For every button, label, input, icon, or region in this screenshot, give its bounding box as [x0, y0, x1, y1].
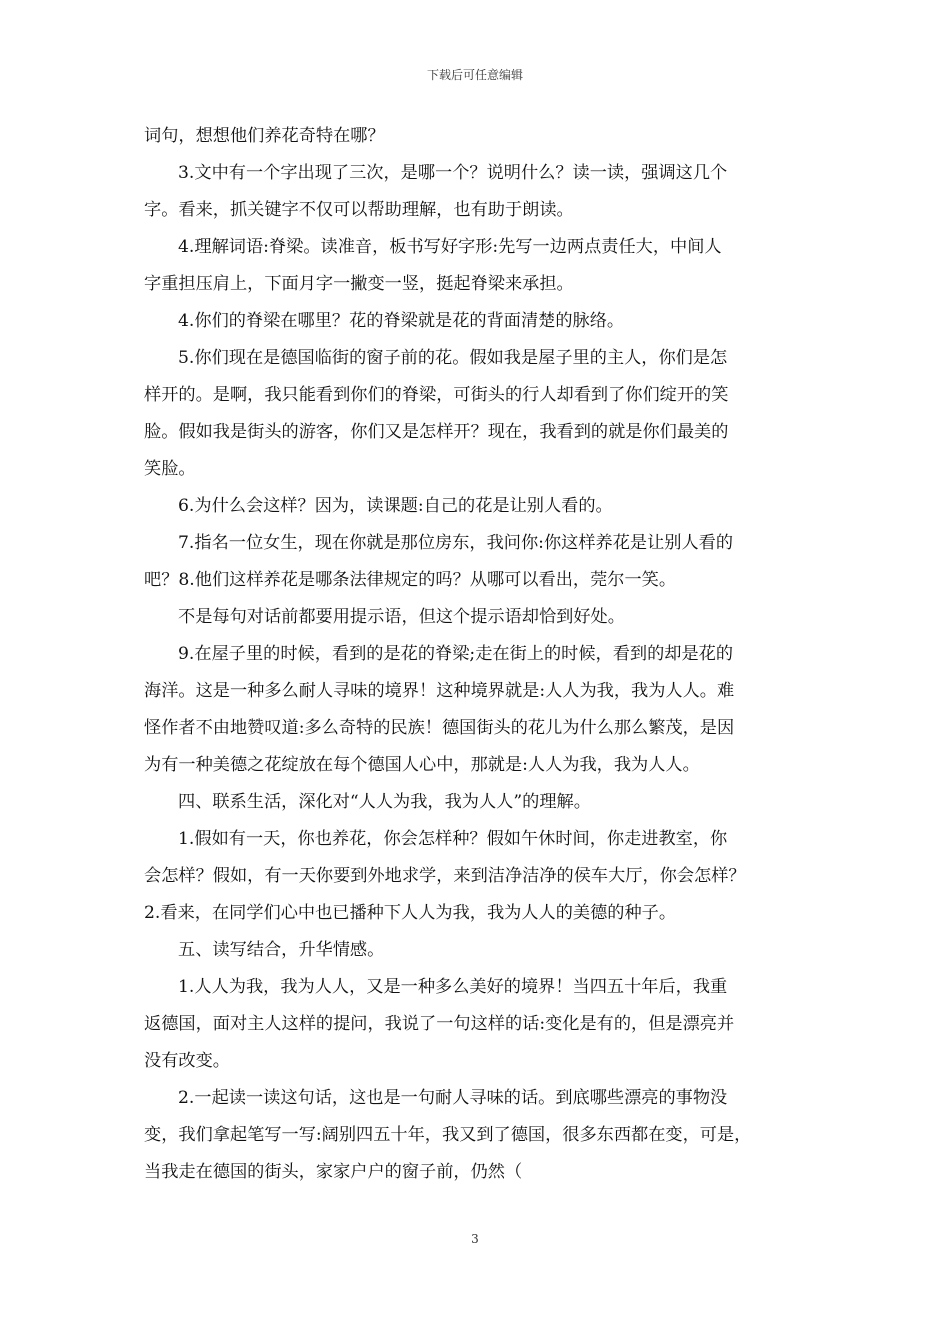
text-line: 3.文中有一个字出现了三次，是哪一个？说明什么？读一读，强调这几个 [178, 163, 728, 183]
text-line: 6.为什么会这样？因为，读课题:自己的花是让别人看的。 [178, 496, 613, 516]
text-line: 7.指名一位女生，现在你就是那位房东，我问你:你这样养花是让别人看的 [178, 533, 734, 553]
text-line: 当我走在德国的街头，家家户户的窗子前，仍然（ [144, 1162, 523, 1182]
text-line: 5.你们现在是德国临街的窗子前的花。假如我是屋子里的主人，你们是怎 [178, 348, 728, 368]
text-line: 没有改变。 [144, 1051, 230, 1071]
text-line: 字。看来，抓关键字不仅可以帮助理解，也有助于朗读。 [144, 200, 574, 220]
text-line: 字重担压肩上，下面月字一撇变一竖，挺起脊梁来承担。 [144, 274, 574, 294]
text-line: 样开的。是啊，我只能看到你们的脊梁，可街头的行人却看到了你们绽开的笑 [144, 385, 729, 405]
text-line: 词句，想想他们养花奇特在哪？ [144, 126, 385, 146]
text-line: 9.在屋子里的时候，看到的是花的脊梁;走在街上的时候，看到的却是花的 [178, 644, 734, 664]
document-body [144, 118, 810, 1191]
text-line: 五、读写结合，升华情感。 [178, 940, 385, 960]
page-header: 下载后可任意编辑 [426, 68, 523, 82]
text-line: 怪作者不由地赞叹道:多么奇特的民族！德国街头的花儿为什么那么繁茂，是因 [144, 718, 735, 738]
text-line: 脸。假如我是街头的游客，你们又是怎样开？现在，我看到的就是你们最美的 [144, 422, 729, 442]
text-line: 变，我们拿起笔写一写:阔别四五十年，我又到了德国，很多东西都在变，可是， [144, 1125, 752, 1145]
page-number: 3 [471, 1232, 479, 1246]
text-line: 笑脸。 [144, 459, 196, 479]
text-line: 不是每句对话前都要用提示语，但这个提示语却恰到好处。 [178, 607, 625, 627]
text-line: 吧？8.他们这样养花是哪条法律规定的吗？从哪可以看出，莞尔一笑。 [144, 570, 677, 590]
text-line: 海洋。这是一种多么耐人寻味的境界！这种境界就是:人人为我，我为人人。难 [144, 681, 735, 701]
text-line: 2.看来，在同学们心中也已播种下人人为我，我为人人的美德的种子。 [144, 903, 677, 923]
text-line: 四、联系生活，深化对“人人为我，我为人人”的理解。 [178, 792, 591, 812]
text-line: 4.你们的脊梁在哪里？花的脊梁就是花的背面清楚的脉络。 [178, 311, 625, 331]
text-line: 2.一起读一读这句话，这也是一句耐人寻味的话。到底哪些漂亮的事物没 [178, 1088, 728, 1108]
text-line: 会怎样？假如，有一天你要到外地求学，来到洁净洁净的侯车大厅，你会怎样？ [144, 866, 746, 886]
text-line: 1.假如有一天，你也养花，你会怎样种？假如午休时间，你走进教室，你 [178, 829, 728, 849]
text-line: 1.人人为我，我为人人，又是一种多么美好的境界！当四五十年后，我重 [178, 977, 728, 997]
text-line: 返德国，面对主人这样的提问，我说了一句这样的话:变化是有的，但是漂亮并 [144, 1014, 735, 1034]
text-line: 为有一种美德之花绽放在每个德国人心中，那就是:人人为我，我为人人。 [144, 755, 700, 775]
text-line: 4.理解词语:脊梁。读准音，板书写好字形:先写一边两点责任大，中间人 [178, 237, 722, 257]
